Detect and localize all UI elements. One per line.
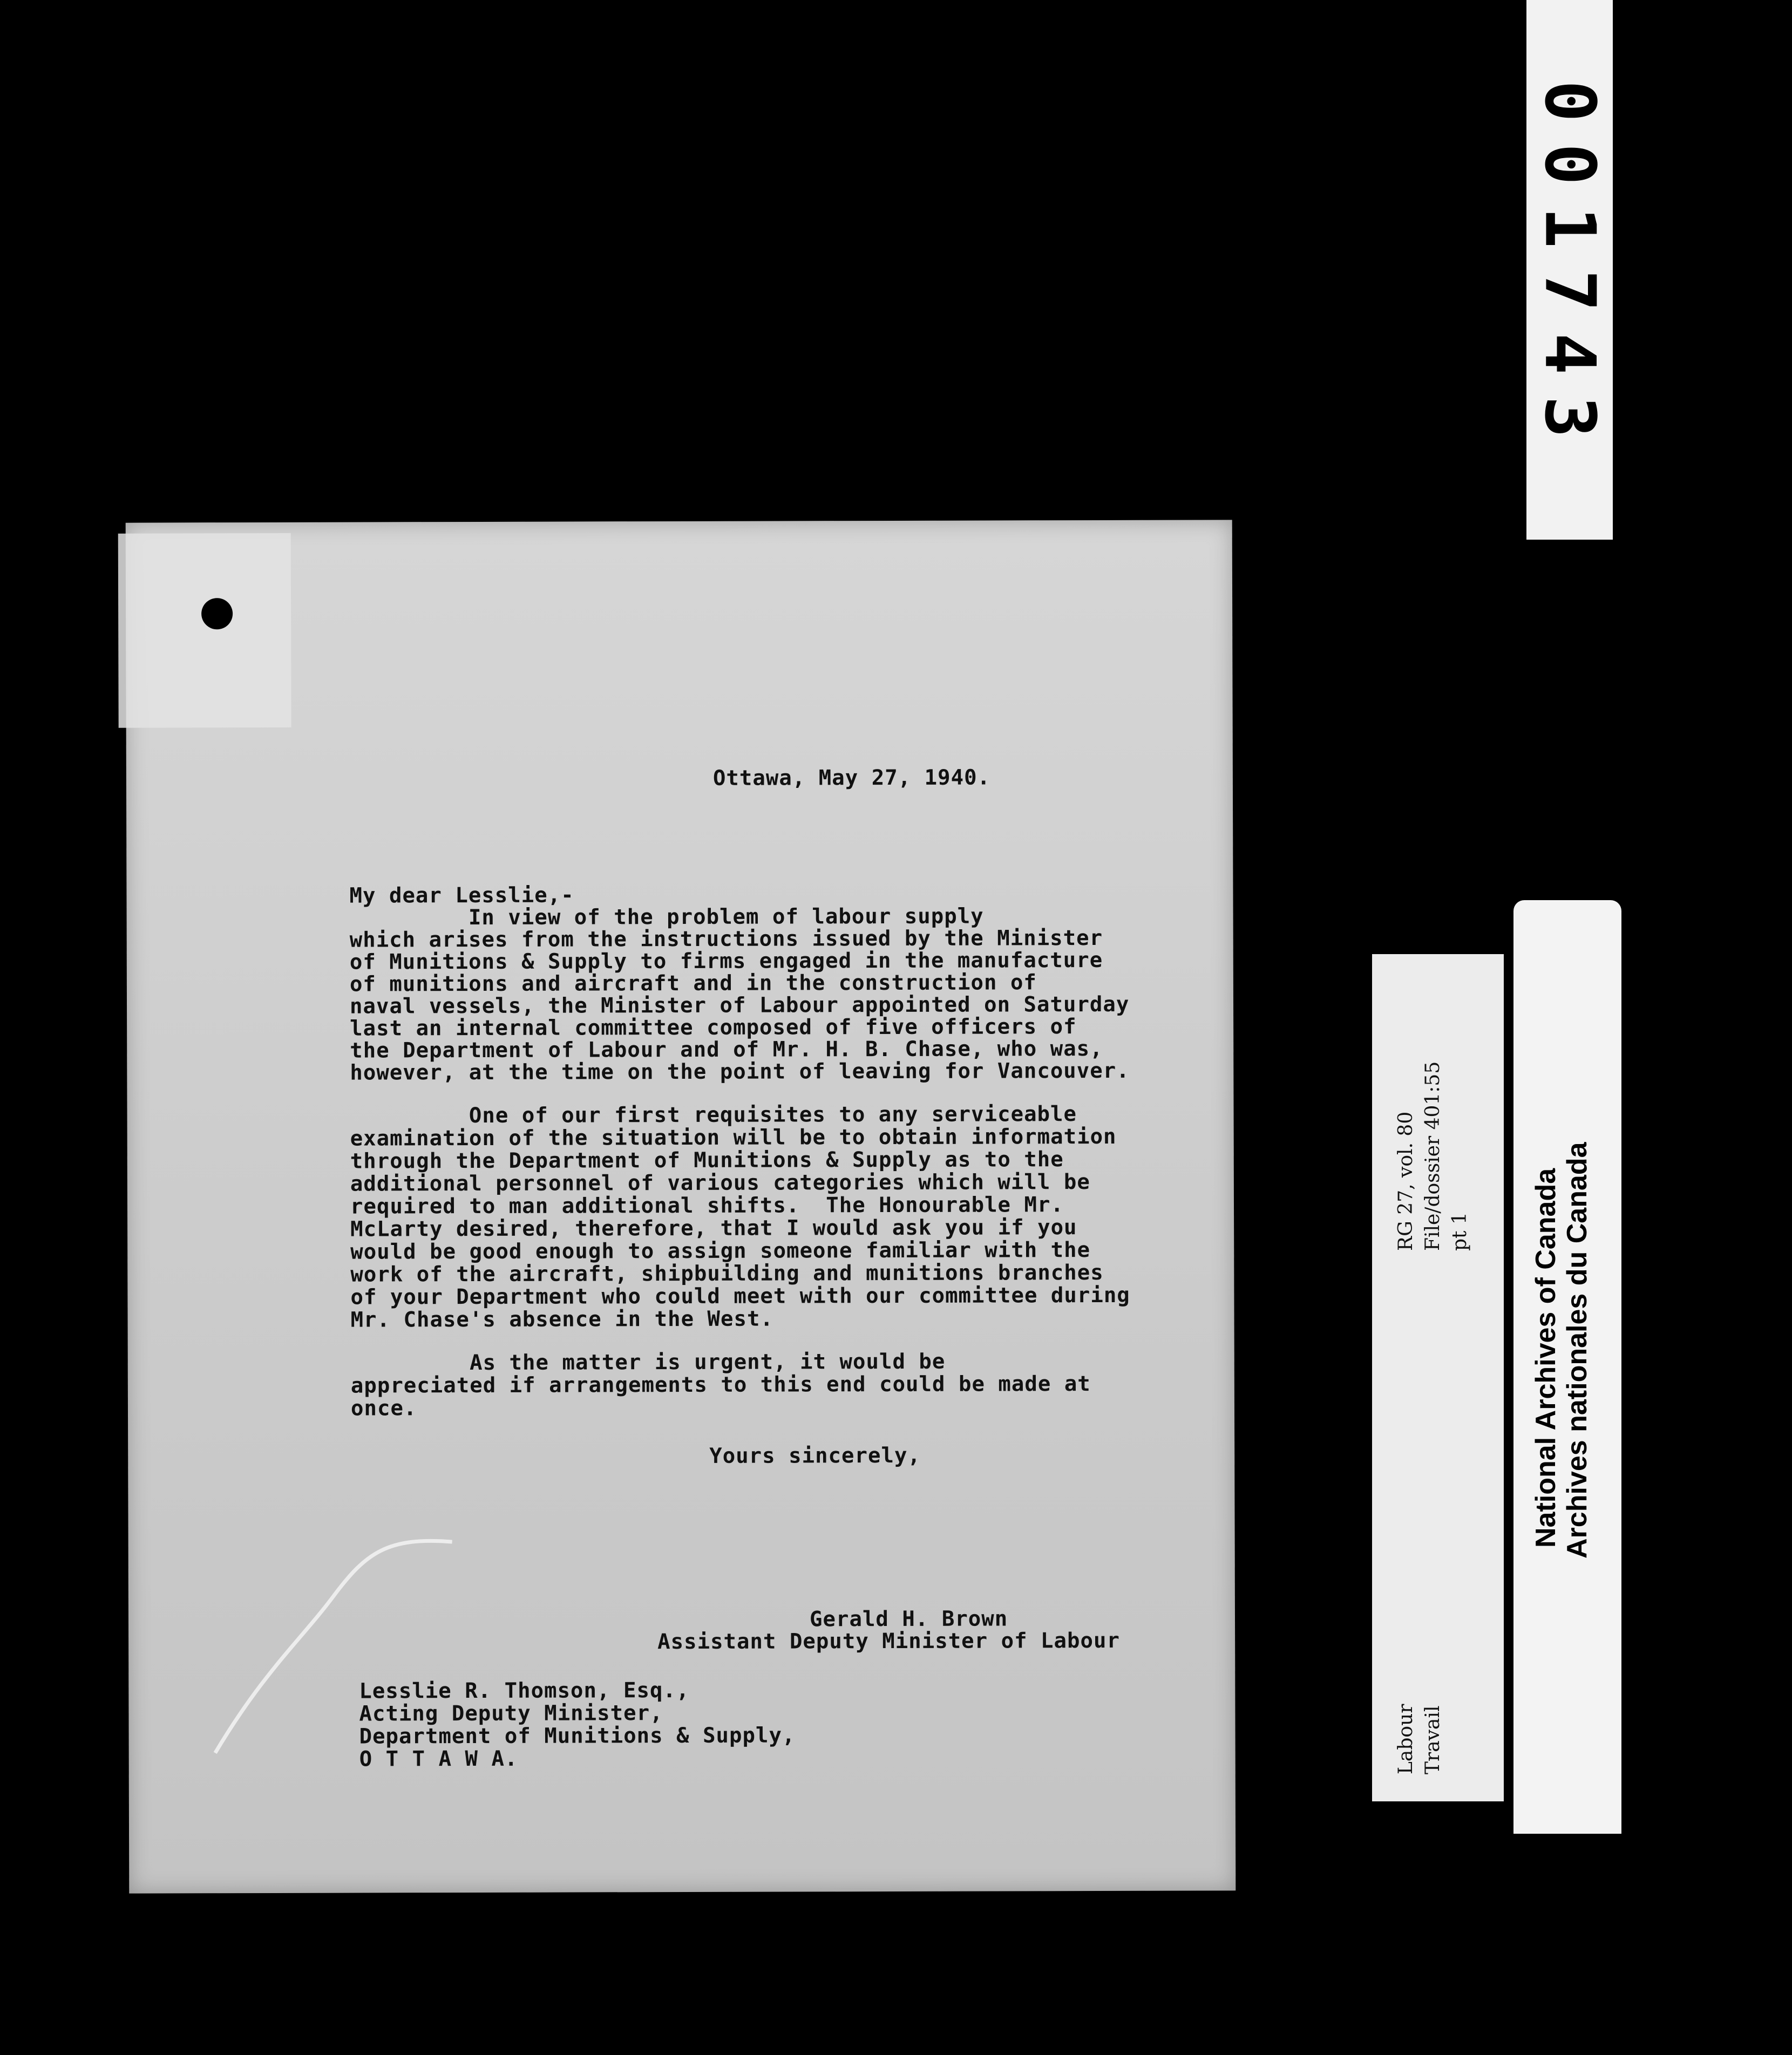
paper-tab bbox=[118, 533, 291, 728]
text-line: naval vessels, the Minister of Labour appointed on Saturday bbox=[349, 992, 1130, 1019]
text-line: appreciated if arrangements to this end could be made at bbox=[350, 1372, 1091, 1398]
punch-hole bbox=[201, 598, 233, 629]
fonds-en-text: Labour bbox=[1395, 1704, 1417, 1774]
text-line: work of the aircraft, shipbuilding and munitions branches bbox=[350, 1260, 1104, 1287]
national-archives-label bbox=[1513, 900, 1621, 1834]
file-text: File/dossier 401:55 bbox=[1422, 1061, 1444, 1251]
text-line: of Munitions & Supply to firms engaged in the manufacture bbox=[349, 948, 1103, 975]
signer-title: Assistant Deputy Minister of Labour bbox=[657, 1628, 1120, 1655]
dateline: Ottawa, May 27, 1940. bbox=[712, 765, 991, 791]
archives-name-fr: Archives nationales du Canada bbox=[1562, 1142, 1593, 1559]
text-line: of your Department who could meet with our committee during bbox=[350, 1283, 1130, 1310]
fonds-fr-text: Travail bbox=[1422, 1705, 1444, 1774]
frame-number-stamp bbox=[1526, 0, 1613, 540]
signer-name: Gerald H. Brown bbox=[809, 1607, 1008, 1632]
recipient-line: O T T A W A. bbox=[359, 1746, 518, 1772]
reference-text: RG 27, vol. 80 bbox=[1395, 1111, 1417, 1251]
recipient-line: Department of Munitions & Supply, bbox=[359, 1723, 796, 1749]
text-line: which arises from the instructions issued by the Minister bbox=[349, 926, 1103, 952]
recipient-line: Acting Deputy Minister, bbox=[359, 1701, 663, 1726]
text-line: the Department of Labour and of Mr. H. B. Chase, who was, bbox=[350, 1036, 1103, 1063]
text-line: As the matter is urgent, it would be bbox=[350, 1349, 946, 1376]
text-line: required to man additional shifts. The Honourable Mr. bbox=[350, 1193, 1064, 1219]
text-line: would be good enough to assign someone familiar with the bbox=[350, 1238, 1091, 1264]
text-line: One of our first requisites to any serviceable bbox=[350, 1102, 1077, 1128]
text-line: Mr. Chase's absence in the West. bbox=[350, 1307, 773, 1332]
text-line: however, at the time on the point of leaving for Vancouver. bbox=[350, 1058, 1130, 1085]
archive-reference-label bbox=[1372, 954, 1504, 1801]
frame-number: 001743 bbox=[1529, 80, 1610, 460]
archives-name-en: National Archives of Canada bbox=[1530, 1168, 1562, 1548]
text-line: additional personnel of various categories which will be bbox=[350, 1170, 1090, 1196]
text-line: McLarty desired, therefore, that I would ask you if you bbox=[350, 1215, 1077, 1242]
text-line: last an internal committee composed of five officers of bbox=[350, 1015, 1077, 1041]
letter-sheet bbox=[126, 520, 1236, 1893]
text-line: once. bbox=[350, 1396, 417, 1421]
text-line: examination of the situation will be to obtain information bbox=[350, 1124, 1117, 1151]
salutation: My dear Lesslie,- bbox=[349, 883, 574, 908]
recipient-line: Lesslie R. Thomson, Esq., bbox=[359, 1678, 690, 1704]
text-line: of munitions and aircraft and in the construction of bbox=[349, 970, 1037, 997]
closing: Yours sincerely, bbox=[709, 1443, 921, 1468]
text-line: In view of the problem of labour supply bbox=[349, 904, 984, 930]
part-text: pt 1 bbox=[1449, 1212, 1471, 1251]
text-line: through the Department of Munitions & Supply as to the bbox=[350, 1147, 1064, 1174]
